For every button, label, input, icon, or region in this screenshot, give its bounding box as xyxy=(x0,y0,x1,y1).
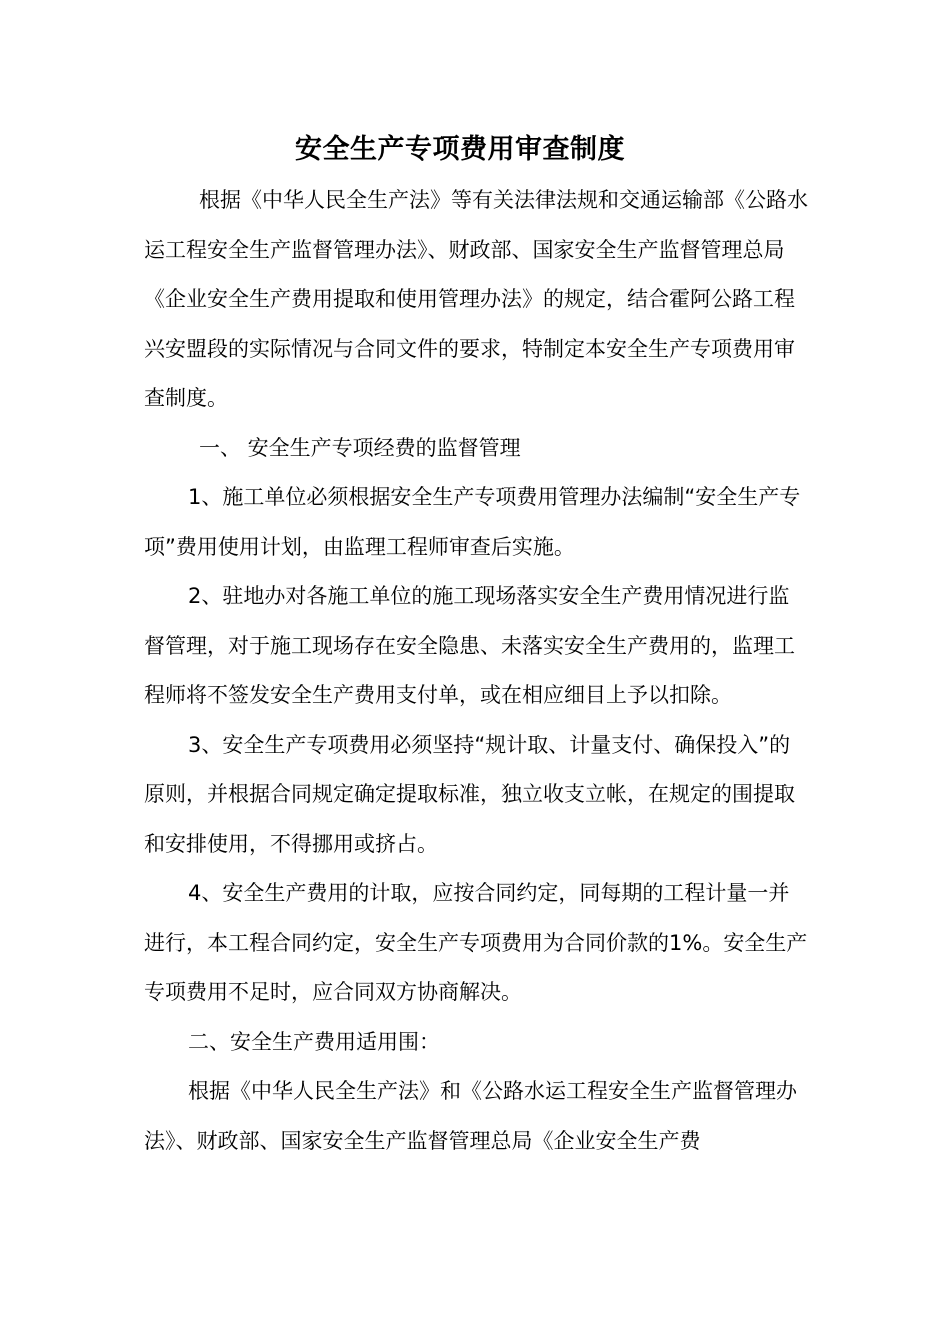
scope-paragraph: 根据《中华人民全生产法》和《公路水运工程安全生产监督管理办法》、财政部、国家安全生产监督管理总局《企业安全生产费 xyxy=(144,1079,797,1153)
section-heading-1: 一、 安全生产专项经费的监督管理 xyxy=(199,435,521,460)
intro-paragraph: 根据《中华人民全生产法》等有关法律法规和交通运输部《公路水运工程安全生产监督管理办法》、财政部、国家安全生产监督管理总局《企业安全生产费用提取和使用管理办法》的规定，结合霍阿公路工程兴安盟段的实际情况与合同文件的要求，特制定本安全生产专项费用审查制度。 xyxy=(144,188,808,410)
document-title: 安全生产专项费用审查制度 xyxy=(295,134,625,165)
clause-3-paragraph: 3、安全生产专项费用必须坚持“规计取、计量支付、确保投入”的原则，并根据合同规定确定提取标准，独立收支立帐，在规定的围提取和安排使用，不得挪用或挤占。 xyxy=(144,732,795,856)
clause-1-paragraph: 1、施工单位必须根据安全生产专项费用管理办法编制“安全生产专项”费用使用计划，由监理工程师审查后实施。 xyxy=(144,485,801,559)
document-body xyxy=(144,176,808,1166)
clause-2-paragraph: 2、驻地办对各施工单位的施工现场落实安全生产费用情况进行监督管理，对于施工现场存在安全隐患、未落实安全生产费用的，监理工程师将不签发安全生产费用支付单，或在相应细目上予以扣除。 xyxy=(144,584,795,707)
clause-4-paragraph: 4、安全生产费用的计取，应按合同约定，同每期的工程计量一并进行，本工程合同约定，安全生产专项费用为合同价款的1%。安全生产专项费用不足时，应合同双方协商解决。 xyxy=(144,881,808,1004)
section-heading-2: 二、安全生产费用适用围： xyxy=(188,1029,440,1054)
